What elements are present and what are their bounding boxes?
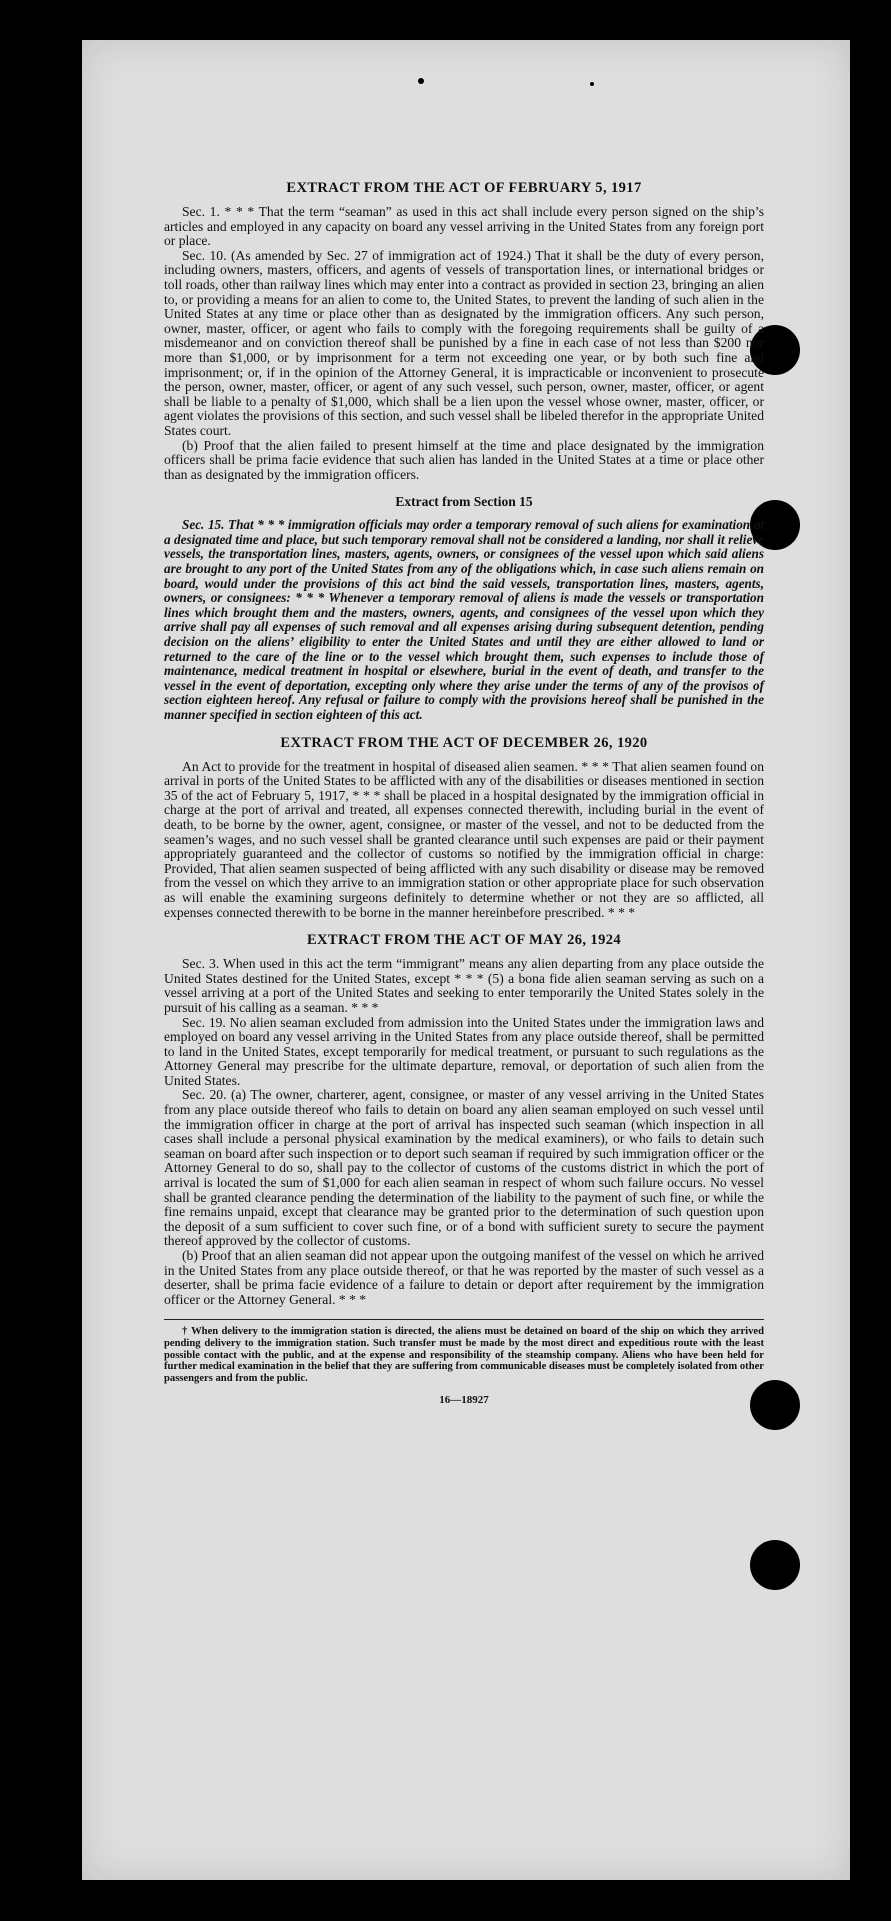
paragraph: An Act to provide for the treatment in hospital of diseased alien seamen. * * * That alien seamen found on arrival in ports of the United States to be afflicted with any of the disabilities or diseases mentioned in section 35 of the act of February 5, 1917, * * * shall be placed in a hospital designated by the immigration official in charge at the port of arrival and treated, all expenses connected therewith, including burial in the event of death, to be borne by the owner, agent, consignee, or master of the vessel, and not to be deducted from the seamen’s wages, and no such vessel shall be granted clearance until such expenses are paid or their payment appropriately guaranteed and the collector of customs so notified by the immigration official in charge: Provided, That alien seamen suspected of being afflicted with any such disability or disease may be removed from the vessel on which they arrive to an immigration station or other appropriate place for such observation as will enable the examining surgeons definitely to determine whether or not they are so afflicted, all expenses connected therewith to be borne in the manner hereinbefore prescribed. * * * <box>164 758 764 920</box>
paragraph: Sec. 1. * * * That the term “seaman” as used in this act shall include every person signed on the ship’s articles and employed in any capacity on board any vessel arriving in the United States from any foreign port or place. <box>164 204 764 249</box>
paragraph: Sec. 3. When used in this act the term “immigrant” means any alien departing from any place outside the United States destined for the United States, except * * * (5) a bona fide alien seaman serving as such on a vessel arriving at a port of the United States and seeking to enter temporarily the United States solely in the pursuit of his calling as a seaman. * * * <box>164 956 764 1015</box>
document-number: 16—18927 <box>439 1394 489 1407</box>
section-heading: EXTRACT FROM THE ACT OF DECEMBER 26, 1920 <box>280 734 648 751</box>
paragraph: Sec. 20. (a) The owner, charterer, agent, consignee, or master of any vessel arriving in the United States from any place outside thereof who fails to detain on board any alien seaman employed on such vessel until the immigration officer in charge at the port of arrival has inspected such seaman (which inspection in all cases shall include a personal physical examination by the medical examiners), or who fails to detain such seaman on board after such inspection or to deport such seaman if required by such immigration officer or the Attorney General to do so, shall pay to the collector of customs of the customs district in which the port of arrival is located the sum of $1,000 for each alien seaman in respect of whom such failure occurs. No vessel shall be granted clearance pending the determination of the liability to the payment of such fine, or while the fine remains unpaid, except that clearance may be granted prior to the determination of such question upon the deposit of a sum sufficient to cover such fine, or of a bond with sufficient surety to secure the payment thereof approved by the collector of customs. <box>164 1087 764 1249</box>
section-may-1924 <box>164 932 764 1307</box>
section-feb-1917 <box>164 180 764 482</box>
footnote: † When delivery to the immigration station is directed, the aliens must be detained on board of the ship on which they arrived pending delivery to the immigration station. Such transfer must be made by the most direct and expeditious route with the least possible contact with the public, and at the expense and responsibility of the steamship company. Aliens who have been held for further medical examination in the belief that they are suffering from communicable diseases must be completely isolated from other passengers and from the public. <box>164 1326 764 1384</box>
section-heading: EXTRACT FROM THE ACT OF FEBRUARY 5, 1917 <box>286 180 642 196</box>
section-15 <box>164 494 764 722</box>
section-dec-1920 <box>164 735 764 921</box>
paragraph: Sec. 19. No alien seaman excluded from admission into the United States under the immigration laws and employed on board any vessel arriving in the United States from any place outside thereof, shall be permitted to land in the United States, except temporarily for medical treatment, or pursuant to such regulations as the Attorney General may prescribe for the ultimate departure, removal, or deportation of such alien from the United States. <box>164 1014 764 1088</box>
paragraph: (b) Proof that the alien failed to present himself at the time and place designated by the immigration officers shall be prima facie evidence that such alien has landed in the United States at a time or place other than as designated by the immigration officers. <box>164 437 764 482</box>
divider <box>164 1319 764 1320</box>
paragraph: Sec. 10. (As amended by Sec. 27 of immigration act of 1924.) That it shall be the duty of every person, including owners, masters, officers, and agents of vessels of transportation lines, or international bridges or toll roads, other than railway lines which may enter into a contract as provided in section 23, bringing an alien to, or providing a means for an alien to come to, the United States, to prevent the landing of such alien in the United States at any time or place other than as designated by the immigration officers. Any such person, owner, master, officer, or agent who fails to comply with the foregoing requirements shall be guilty of a misdemeanor and on conviction thereof shall be punished by a fine in each case of not less than $200 nor more than $1,000, or by imprisonment for a term not exceeding one year, or by both such fine and imprisonment; or, if in the opinion of the Attorney General, it is impracticable or inconvenient to prosecute the person, owner, master, officer, or agent of any such vessel, such person, owner, master, officer, or agent shall be liable to a penalty of $1,000, which shall be a lien upon the vessel whose owner, master, officer, or agent violates the provisions of this section, and such vessel shall be libeled therefor in the appropriate United States court. <box>164 247 764 438</box>
speck <box>418 78 424 84</box>
punch-hole <box>750 1540 800 1590</box>
document-body <box>164 180 764 1406</box>
document-page <box>82 40 850 1880</box>
section-heading: EXTRACT FROM THE ACT OF MAY 26, 1924 <box>306 932 622 949</box>
paragraph: (b) Proof that an alien seaman did not appear upon the outgoing manifest of the vessel on which he arrived in the United States from any place outside thereof, or that he was reported by the master of such vessel as a deserter, shall be prima facie evidence of a failure to detain or deport after requirement by the immigration officer or the Attorney General. * * * <box>164 1248 764 1307</box>
section-heading: Extract from Section 15 <box>395 494 533 510</box>
speck <box>590 82 594 86</box>
paragraph: Sec. 15. That * * * immigration officials may order a temporary removal of such aliens for examination at a designated time and place, but such temporary removal shall not be considered a landing, nor shall it relieve vessels, the transportation lines, masters, agents, owners, or consignees of the vessel upon which said aliens are brought to any port of the United States from any of the obligations which, in case such aliens remain on board, would under the provisions of this act bind the said vessels, transportation lines, masters, agents, owners, or consignees: * * * Whenever a temporary removal of aliens is made the vessels or transportation lines which brought them and the masters, owners, agents, and consignees of the vessel upon which they arrive shall pay all expenses of such removal and all expenses arising during subsequent detention, pending decision on the aliens’ eligibility to enter the United States and until they are either allowed to land or returned to the care of the line or to the vessel which brought them, such expenses to include those of maintenance, medical treatment in hospital or elsewhere, burial in the event of death, and transfer to the vessel in the event of deportation, excepting only where they arise under the terms of any of the provisos of section eighteen hereof. Any refusal or failure to comply with the provisions hereof shall be punished in the manner specified in section eighteen of this act. <box>164 517 764 722</box>
